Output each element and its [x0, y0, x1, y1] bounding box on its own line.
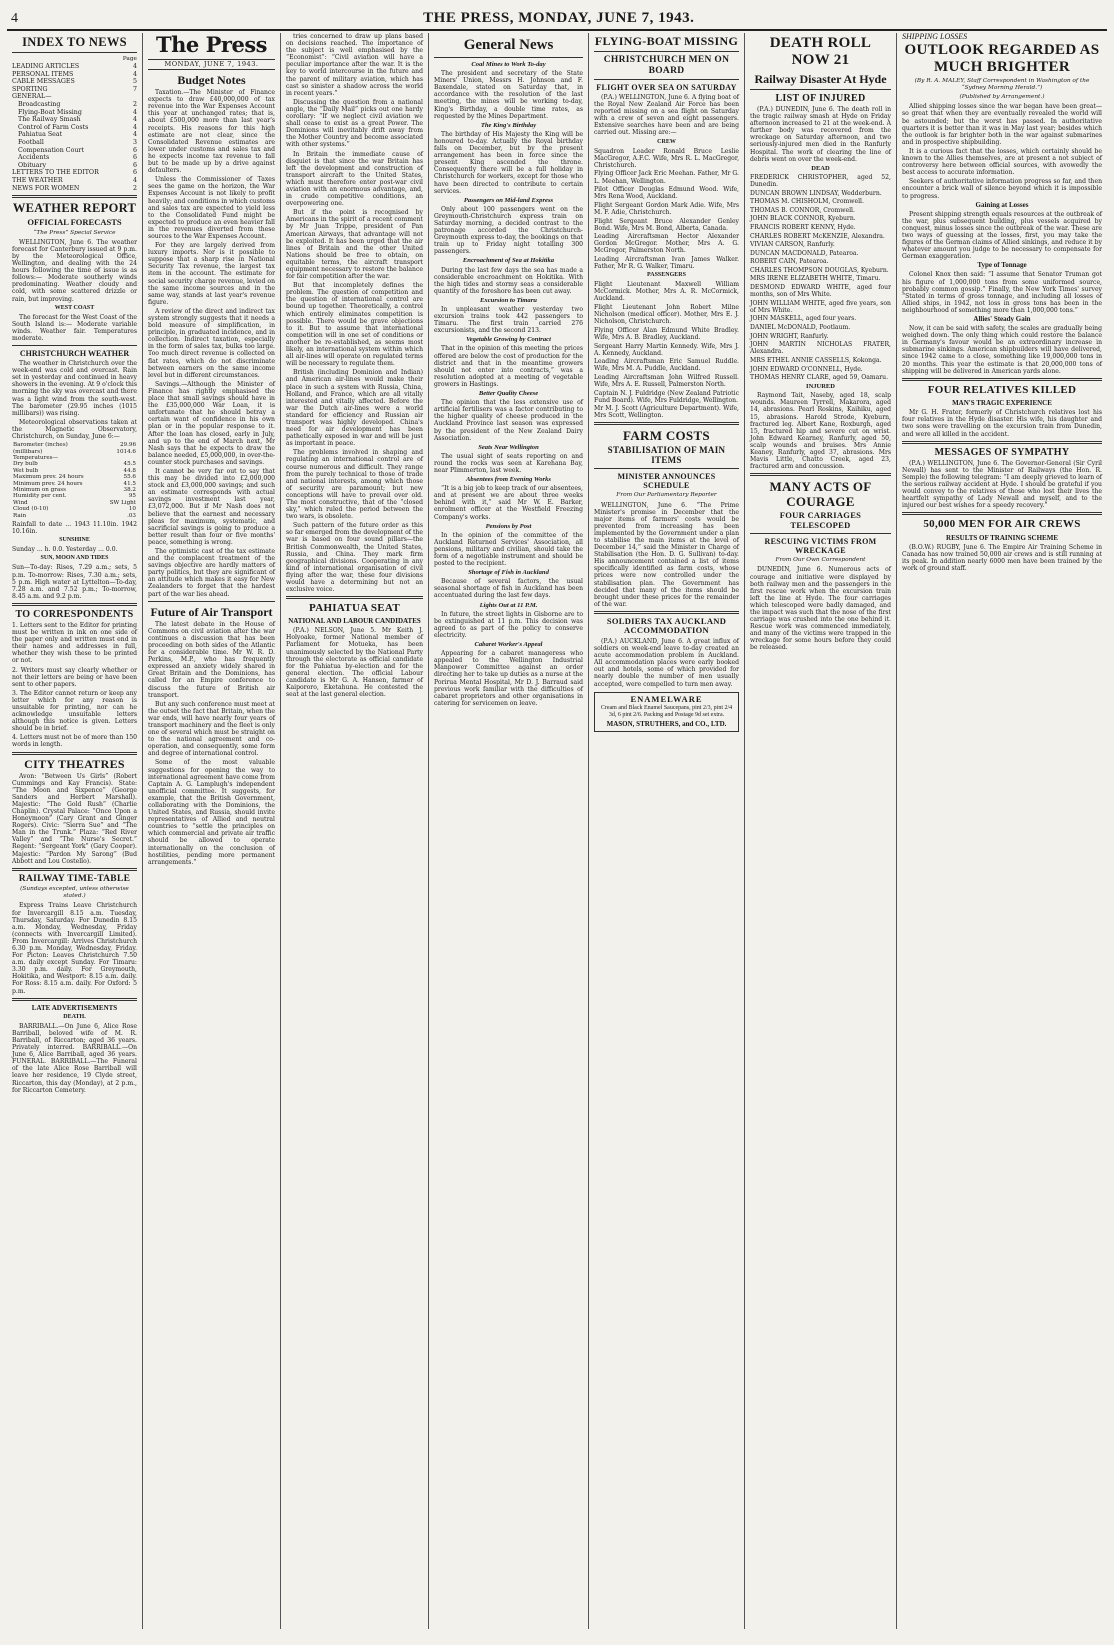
column-index-weather: [7, 33, 143, 1629]
deceased-entry: MRS IRENE ELIZABETH WHITE, Timaru.: [750, 275, 881, 283]
courage-sub: FOUR CARRIAGES TELESCOPED: [779, 510, 862, 530]
index-label: Compensation Court: [18, 146, 84, 154]
tonnage-title: Type of Tonnage: [977, 261, 1027, 270]
paper-name: The Press: [156, 33, 267, 57]
divider: [594, 611, 739, 614]
budget-paragraph: A review of the direct and indirect tax system strongly suggests that it needs a bold measure of simplification, in principle, in graduated incidence, and in collection. Indirect taxation, especially in the form of sales tax, bulks too large. Too much direct revenue is collected on flat rates, which do not discriminate between earners on the same income level but in different circumstances.: [148, 307, 275, 379]
deceased-entry: VIVIAN CARSON, Ranfurly.: [750, 241, 835, 249]
shipping-article: [902, 103, 1102, 199]
index-title: INDEX TO NEWS: [22, 35, 127, 49]
observation-value: 10: [128, 506, 136, 513]
air-transport-paragraph: British (including Dominion and Indian) and American air-lines would make their place in such a system with Russia, China, Holland, and France, which are all vitally interested and vitally affected. Before the war the Dutch air-lines were a world standard for efficiency and Russian air transport was highly developed. China's need for air development has been pathetically exposed in war and will be just as important in peace.: [286, 369, 423, 448]
flying-boat-head: FLIGHT OVER SEA ON SATURDAY: [596, 83, 737, 92]
crew-member: Squadron Leader Ronald Bruce Leslie MacGregor, A.F.C. Wife, Mrs R. L. MacGregor, Christchurch.: [594, 147, 739, 169]
theatres-title: CITY THEATRES: [24, 756, 125, 771]
index-label: Control of Farm Costs: [18, 123, 89, 131]
index-row: [12, 93, 137, 101]
index-label: PERSONAL ITEMS: [12, 70, 74, 78]
deceased-entry: DUNCAN BROWN LINDSAY, Wedderburn.: [750, 189, 882, 197]
index-label: Broadcasting: [18, 101, 61, 109]
column-flying-boat: [589, 33, 745, 1629]
west-coast-title: WEST COAST: [54, 304, 95, 311]
railway-title: RAILWAY TIME-TABLE: [18, 873, 131, 884]
editorial-date: MONDAY, JUNE 7, 1943.: [148, 59, 275, 70]
newspaper-page: [7, 7, 1107, 1631]
air-crews-text: (B.O.W.) RUGBY, June 6. The Empire Air Training Scheme in Canada has now trained 50,000 air crews and is still running at its peak. In addition nearly 6000 men have been trained by the work of ground staff.: [902, 543, 1102, 573]
index-page: 4: [132, 177, 137, 184]
late-ads-sub: DEATH.: [63, 1013, 86, 1020]
deceased-entry: JOHN MASKELL, aged four years.: [750, 315, 857, 323]
divider: [434, 57, 583, 58]
news-item-text: In the opinion of the committee of the Auckland Returned Services' Association, all pensions, military and civilian, should take the form of a negotiable instrument and should be posted to the recipient.: [434, 531, 583, 568]
news-item-heading: Passengers on Mid-land Express: [463, 196, 554, 204]
divider: [12, 345, 137, 346]
correspondent-rule: 4. Letters must not be of more than 150 words in length.: [12, 734, 137, 749]
farm-costs-sub: STABILISATION OF MAIN ITEMS: [607, 445, 726, 466]
observations-table: [12, 442, 137, 519]
deceased-entry: THOMAS M. CHISHOLM, Cromwell.: [750, 198, 864, 206]
masthead-title: THE PRESS, MONDAY, JUNE 7, 1943.: [423, 10, 695, 26]
budget-paragraph: The optimistic cast of the tax estimate and the complacent treatment of the savings objective are hardly matters of party politics, but they are significant of an attitude which makes it easy for New Zealanders to forget that the hardest part of the war lies ahead.: [148, 548, 275, 598]
news-item-text: The president and secretary of the State Miners' Union, Messrs H. Johnson and F. Baxendale, stated on Saturday that, in accordance with the resolution of the last meeting, the mines will be working to-day, King's Birthday, a double time rates, as requested by the Mines Department.: [434, 70, 583, 120]
air-transport-title: Future of Air Transport: [150, 604, 273, 619]
farm-costs-title: FARM COSTS: [623, 428, 710, 444]
air-transport-paragraph: The problems involved in shaping and regulating an international control are of course numerous and difficult. They range from the purely technical to those of trade and national interests, among which those of security are paramount; but new conceptions will have to prevail over old. The most constructive, that of the “closed sky,” which ruled the period between the two wars, is obsolete.: [286, 449, 423, 521]
air-transport-paragraph: In Britain the immediate cause of disquiet is that since the war Britain has left the development and construction of transport aircraft to the United States, which must therefore enter post-war civil aviation with an enormous advantage, and, in crude competitive conditions, an overpowering one.: [286, 150, 423, 208]
index-label: Accidents: [18, 154, 50, 162]
news-item-heading: Better Quality Cheese: [478, 390, 539, 398]
index-label: SPORTING: [12, 85, 48, 93]
allies-text: Now, it can be said with safety, the scales are gradually being weighed down. The only thing which could restore the balance in Germany's favour would be an extraordinary increase in submarine sinkings. American shipbuilders will have delivered, since 1942 came to a close, something like 19,000,000 tons in 20 months. This year the estimate is that 20,000,000 tons of shipping will be delivered in American yards alone.: [902, 325, 1102, 375]
observations-text: Meteorological observations taken at the Magnetic Observatory, Christchurch, on Sunday, June 6:—: [12, 418, 137, 441]
column-shipping-losses: [897, 33, 1107, 1629]
news-item-text: “It is a big job to keep track of our absentees, and at present we are about three weeks behind with it,” said Mr W. E. Barker, enrolment officer at the Westfield Freezing Company's works.: [434, 485, 583, 521]
news-item-heading: Vegetable Growing by Contract: [466, 336, 551, 344]
news-item-text: Only about 100 passengers went on the Greymouth-Christchurch express train on Saturday morning, a decided contrast to the patronage accorded the Christchurch-Greymouth express to-day, the bookings on that train up to Friday night totalling 300 passengers.: [434, 205, 583, 256]
index-row: [12, 147, 137, 155]
gaining-title: Gaining at Losses: [975, 200, 1029, 209]
index-page: 4: [132, 108, 137, 116]
index-page: 4: [132, 63, 137, 71]
air-transport-continued: [286, 33, 423, 593]
news-item-text: Because of several factors, the usual seasonal shortage of fish in Auckland has been accentuated during the last few days.: [434, 578, 583, 600]
pahiatua-sub: NATIONAL AND LABOUR CANDIDATES: [288, 617, 421, 626]
pahiatua-title: PAHIATUA SEAT: [309, 602, 400, 615]
divider: [750, 533, 891, 534]
observation-value: 44.8: [123, 467, 136, 474]
tonnage-text: Colonel Knox then said: “I assume that Senator Truman got his figure of 1,000,000 tons from some uniformed source, probably common gossip.” Finally, the New York Times' survey “Stated in terms of gross tonnage, and including all losses of Allied ships, in 1942, not loss in gross tons has been in the neighbourhood of something more than 1,000,000 tons.”: [902, 271, 1102, 314]
divider: [902, 378, 1102, 381]
deceased-entry: FREDERICK CHRISTOPHER, aged 52, Dunedin.: [750, 173, 891, 188]
observation-value: 29.96: [119, 442, 136, 449]
air-crews-title: 50,000 MEN FOR AIR CREWS: [923, 518, 1081, 531]
correspondent-rule: 1. Letters sent to the Editor for printing must be written in ink on one side of the paper only and written must end in their names and addresses in full, whether they wish these to be printed or not.: [12, 621, 137, 665]
correspondents-title: TO CORRESPONDENTS: [15, 608, 134, 620]
passenger: Captain N. J. Fuldridge (New Zealand Patriotic Fund Board). Wife, Mrs Fuldridge, Wellington.: [594, 389, 739, 404]
index-row: [12, 63, 137, 71]
forecast-text: WELLINGTON, June 6. The weather forecast for Canterbury issued at 9 p.m. by the Meteorological Office, Wellington, and dealing with the 24 hours following the time of issue is as follows:— Moderate southerly winds predominating. Weather cloudy and cold, with some scattered drizzle or rain, but improving.: [12, 238, 137, 303]
index-label: Pahiatua Seat: [18, 131, 63, 139]
divider: [750, 89, 891, 90]
death-roll-intro: (P.A.) DUNEDIN, June 6. The death roll in the tragic railway smash at Hyde on Friday afternoon increased to 21 at the week-end. A further body was recovered from the wreckage on Saturday afternoon, and two seriously-injured men died in the Ranfurly Hospital. The work of clearing the line of debris went on over the week-end.: [750, 106, 891, 163]
sunshine-text: Sunday ... h. 0.0. Yesterday ... 0.0.: [12, 546, 118, 554]
divider: [12, 998, 137, 1001]
shipping-paragraph: Allied shipping losses since the war began have been great—so great that when they are eventually revealed the world will be astounded; but the worst has passed. In authoritative quarters it is better than it was in May last year; besides which the outlook is far brighter both in the war against submarines and in prospective shipbuilding.: [902, 103, 1102, 146]
air-transport-paragraph: But if the point is recognised by Americans in the spirit of a recent comment by Mr Juan Trippe, president of Pan American Airways, that advantage will not be exploited. It has been urged that the air lines of Britain and the other United Nations should be free to obtain, on equitable terms, the aircraft transport equipment necessary to restore the balance for fair competition after the war.: [286, 209, 423, 281]
index-page: 6: [132, 146, 137, 154]
index-page: 3: [132, 139, 137, 147]
sunshine-title: SUNSHINE: [59, 537, 90, 544]
index-label: Flying-Boat Missing: [18, 108, 82, 116]
column-general-news: [429, 33, 589, 1629]
index-row: [12, 154, 137, 162]
index-label: CABLE MESSAGES: [12, 78, 75, 86]
weather-title: WEATHER REPORT: [12, 201, 137, 216]
injured-list-head: LIST OF INJURED: [775, 93, 866, 104]
observation-value: 45.5: [123, 461, 136, 468]
pahiatua-text: (P.A.) NELSON, June 5. Mr Keith J. Holyoake, former National member of Parliament for Motueka, has been unanimously selected by the National Party through the electorate as official candidate for the Pahiatua by-election and for the general election. The official Labour candidate is Mr G. A. Hansen, farmer of Kaipororo, Eketahuna. He contested the seat at the last general election.: [286, 627, 423, 699]
crew-list: [594, 148, 739, 271]
passenger: Flight Lieutenant Maxwell William McCormick. Mother, Mrs A. R. McCormick, Auckland.: [594, 281, 739, 303]
index-label: Football: [18, 139, 44, 147]
news-item-heading: Pensions by Post: [485, 522, 532, 530]
soldiers-text: (P.A.) AUCKLAND, June 6. A great influx of soldiers on week-end leave to-day created an acute accommodation problem in Auckland. All accommodation places were early booked out and hotels, some of which provided for nearly double the number of men usually accepted, were compelled to turn men away.: [594, 637, 739, 688]
index-row: [12, 169, 137, 177]
shipping-kicker: SHIPPING LOSSES: [902, 33, 968, 41]
passenger: Sergeant Harry Martin Kennedy. Wife, Mrs J. A. Kennedy, Auckland.: [594, 342, 739, 357]
observation-label: Dry bulb: [13, 461, 38, 468]
forecast-byline: “The Press” Special Service: [33, 229, 116, 236]
death-roll-sub: Railway Disaster At Hyde: [754, 72, 887, 86]
shipping-byline: (By R. A. MALEY, Staff Correspondent in Washington of the “Sydney Morning Herald.”): [914, 78, 1090, 92]
passengers-list: [594, 281, 739, 419]
air-transport-paragraph: Some of the most valuable suggestions for opening the way to international agreement have come from Captain A. G. Lamplugh's independent unofficial committee. It suggests, for example, that the British Government, collaborating with the Dominions, the United States, and Russia, should invite representatives of Allied and neutral countries to “settle the principles on which commercial and private air traffic should be allowed to operate internationally on the conclusion of hostilities, pending more permanent arrangements.”: [148, 759, 275, 866]
observation-label: Wet bulb: [13, 467, 39, 474]
correspondent-rule: 3. The Editor cannot return or keep any letter which for any reason is unsuitable for printing, nor can he acknowledge unsuitable letters although this notice is given. Letters should be in brief.: [12, 689, 137, 733]
observation-value: SW Light: [109, 499, 136, 506]
divider: [12, 195, 137, 198]
deceased-entry: DUNCAN MACDONALD, Patearoa.: [750, 249, 859, 257]
index-page: 4: [132, 131, 137, 139]
column-editorial-continued: [281, 33, 429, 1629]
index-row: [12, 78, 137, 86]
chch-weather-title: CHRISTCHURCH WEATHER: [19, 349, 130, 359]
courage-byline: From Our Own Correspondent: [775, 557, 866, 564]
passenger: Leading Aircraftsman John Wilfred Russell. Wife, Mrs A. E. Russell, Palmerston North.: [594, 373, 739, 388]
four-relatives-sub: MAN'S TRAGIC EXPERIENCE: [952, 399, 1052, 408]
deceased-entry: ROBERT CAIN, Patearoa.: [750, 258, 829, 266]
budget-title: Budget Notes: [177, 73, 246, 88]
death-roll-title: DEATH ROLL NOW 21: [769, 35, 872, 68]
dead-list: [750, 174, 891, 381]
divider: [594, 468, 739, 469]
index-page: 6: [132, 169, 137, 177]
late-ads-text: BARRIBALL.—On June 6, Alice Rose Barriball, beloved wife of M. R. Barriball, of Riccarton; aged 36 years. Privately interred. BARRIBALL.—On June 6, Alice Barriball, aged 36 years. FUNERAL. BARRIBALL.—The Funeral of the late Alice Rose Barriball will leave her residence, 19 Clyde street, Riccarton, this day (Monday), at 2 p.m., for Riccarton Cemetery.: [12, 1022, 137, 1094]
sun-moon-text: Sun—To-day: Rises, 7.29 a.m.; sets, 5 p.m. To-morrow: Rises, 7.30 a.m.; sets, 5 p.m. High water at Lyttelton—To-day, 7.28 a.m. and 7.52 p.m.; To-morrow, 8.45 a.m. and 9.2 p.m.: [12, 564, 137, 600]
news-item-heading: Coal Mines to Work To-day: [471, 61, 546, 68]
budget-paragraph: It cannot be very far out to say that this may be divided into £2,000,000 stock and £3,000,000 savings; and such an estimate corresponds with actual savings investment last year, £3,072,000. But if Mr Nash does not believe that the earnest and necessary pleas for maximum, systematic, and sacrificial savings is going to produce a better result than four or five months' peace, something is wrong.: [148, 467, 275, 546]
allies-title: Allies' Steady Gain: [973, 315, 1031, 323]
index-label: Obituary: [18, 161, 47, 169]
passengers-title: PASSENGERS: [647, 272, 686, 279]
observation-value: .03: [127, 512, 136, 519]
index-row: [12, 131, 137, 139]
farm-costs-text: WELLINGTON, June 6. “The Prime Minister's promise in December that the major items of farmers' costs would be prevented from increasing has been implemented by the Government under a plan to stabilise the main items at the level of December 14,” said the Minister in Charge of Stabilisation (the Hon. D. G. Sullivan) to-day. His announcement contained a list of items specifically identified as farm costs, whose prices were now controlled under the stabilisation plan. The Government has decided that many of the items should be brought under these prices for the remainder of the war.: [594, 501, 739, 608]
air-crews-sub: RESULTS OF TRAINING SCHEME: [946, 533, 1058, 542]
index-page: 4: [132, 123, 137, 131]
index-row: [12, 139, 137, 147]
sun-moon-title: SUN, MOON AND TIDES: [40, 555, 109, 562]
divider: [594, 51, 739, 52]
four-relatives-title: FOUR RELATIVES KILLED: [927, 383, 1077, 396]
news-item-heading: Seats Near Wellington: [478, 443, 539, 451]
observation-value: 95: [128, 493, 136, 500]
farm-costs-head: MINISTER ANNOUNCES SCHEDULE: [617, 472, 716, 491]
news-item-text: The birthday of His Majesty the King will be honoured to-day. Actually the Royal birthday falls on December, but by the present arrangement has been in force since the present King ascended the throne. Consequently there will be a full holiday in Christchurch for workers, except for those who have been directed to contribute to certain services.: [434, 130, 583, 195]
soldiers-title: SOLDIERS TAX AUCKLAND ACCOMMODATION: [606, 615, 727, 636]
deceased-entry: JOHN MARTIN NICHOLAS FRATER, Alexandra.: [750, 341, 891, 356]
sympathy-title: MESSAGES OF SYMPATHY: [934, 446, 1070, 458]
news-item-heading: Shortage of Fish in Auckland: [468, 569, 549, 577]
four-relatives-text: Mr G. H. Frater, formerly of Christchurch relatives lost his four relatives in the Hyde disaster. His wife, his daughter and two sons were travelling on the excursion train from Dunedin, and were all killed in the accident.: [902, 409, 1102, 438]
chch-weather-text: The weather in Christchurch over the week-end was cold and overcast. Rain set in yesterday and continued in heavy showers in the evening. At 9 o'clock this morning the sky was overcast and there was a light wind from the south-west. The barometer (29.95 inches (1015 millibars)) was rising.: [12, 360, 137, 417]
news-item-text: The opinion that the less extensive use of artificial fertilisers was a factor contributing to the higher quality of cheese produced in the Auckland Province last season was expressed by the president of the New Zealand Dairy Association.: [434, 399, 583, 442]
crew-member: Flying Officer Jack Eric Meehan. Father, Mr G. L. Meehan, Wellington.: [594, 170, 739, 185]
rainfall-text: Rainfall to date ... 1943 11.10in. 1942 10.16in.: [12, 521, 137, 536]
column-railway-disaster: [745, 33, 897, 1629]
deceased-entry: JOHN WILLIAM WHITE, aged five years, son of Mrs White.: [750, 299, 891, 314]
flying-boat-title: FLYING-BOAT MISSING: [594, 34, 739, 48]
observation-label: Temperatures—: [13, 454, 59, 461]
crew-member: Flight Sergeant Bruce Alexander Genley Bond. Wife, Mrs M. Bond, Alberta, Canada.: [594, 217, 739, 232]
budget-paragraph: Savings.—Although the Minister of Finance has rightly emphasised the place that small savings should have in the £35,000,000 War Loan, it is unfortunate that he should betray a certain want of confidence in his own plan or in the popular response to it. After the loan has closed, early in July, and up to the end of March next, Mr Nash says that he expects to draw the balance needed, £5,000,000, in over-the-counter stock purchases and savings.: [148, 380, 275, 466]
news-item-heading: The King's Birthday: [480, 121, 537, 129]
deceased-entry: JOHN WRIGHT, Ranfurly.: [750, 332, 829, 340]
advert-word: ENAMELWARE: [630, 693, 703, 704]
index-page: 4: [132, 70, 137, 78]
forecast-title: OFFICIAL FORECASTS: [27, 217, 122, 228]
general-news-list: [434, 61, 583, 707]
shipping-title: OUTLOOK REGARDED AS MUCH BRIGHTER: [904, 42, 1100, 76]
divider: [12, 752, 137, 755]
crew-member: Flight Sergeant Gordon Mark Adie. Wife, Mrs M. F. Adie, Christchurch.: [594, 201, 739, 216]
crew-member: Leading Aircraftsman Hector Alexander Gordon McGregor. Mother, Mrs A. G. McGregor, Palmerston North.: [594, 233, 739, 255]
index-page: 7: [132, 85, 137, 93]
index-row: [12, 101, 137, 109]
index-row: [12, 109, 137, 117]
deceased-entry: DESMOND EDWARD WHITE, aged four months, son of Mrs White.: [750, 284, 891, 299]
air-transport-paragraph: Discussing the question from a national angle, the “Daily Mail” picks out one hardy corollary: “If we neglect civil aviation we shall cease to exist as a great Power. The Dominions will inevitably drift away from the Mother Country and become associated with other systems.”: [286, 98, 423, 149]
deceased-entry: CHARLES ROBERT McKENZIE, Alexandra.: [750, 232, 885, 240]
divider: [902, 512, 1102, 515]
deceased-entry: JOHN EDWARD O'CONNELL, Hyde.: [750, 365, 863, 373]
crew-member: Leading Aircraftsman Ivan James Walker. Father, Mr R. G. Walker, Timaru.: [594, 255, 739, 271]
news-item-text: During the last few days the sea has made a considerable encroachment on Hokitika. With the high tides and stormy seas a considerable quantity of the foreshore has been cut away.: [434, 266, 583, 295]
railway-sub: (Sundays excepted, unless otherwise stated.): [20, 886, 129, 900]
index-page: 4: [132, 116, 137, 124]
index-label: LEADING ARTICLES: [12, 63, 80, 71]
divider: [12, 868, 137, 871]
observation-label: (millibars): [13, 448, 43, 455]
divider: [286, 596, 423, 599]
index-page: 6: [132, 161, 137, 169]
budget-paragraph: Taxation.—The Minister of Finance expects to draw £40,000,000 of tax revenue into the War Expenses Account this year at unchanged rates; that is, about £500,000 more than last year's receipts. His reasons for this high estimate are not clear, since the Consolidated Revenue estimates are lower under customs and sales tax and he expects income tax revenue to fall but to be made up by a drive against defaulters.: [148, 89, 275, 175]
observation-value: 55.6: [123, 474, 136, 481]
shipping-byline-2: (Published by Arrangement.): [959, 94, 1045, 101]
sympathy-text: (P.A.) WELLINGTON, June 6. The Governor-General (Sir Cyril Newall) has sent to the Minister of Railways (the Hon. R. Semple) the following telegram: “I am deeply grieved to learn of the serious railway accident at Hyde. I should be grateful if you would convey to the relatives of those who lost their lives the heartfelt sympathy of Lady Newall and myself, and to the injured our best wishes for a speedy recovery.”: [902, 459, 1102, 510]
passenger: Leading Aircraftsman Eric Samuel Ruddle. Wife, Mrs M. A. Puddle, Auckland.: [594, 358, 739, 373]
divider: [750, 473, 891, 476]
crew-member: Pilot Officer Douglas Edmund Wood. Wife, Mrs Rena Wood, Auckland.: [594, 186, 739, 201]
deceased-entry: CHARLES THOMPSON DOUGLAS, Kyeburn.: [750, 266, 889, 274]
index-row: [12, 162, 137, 170]
air-transport-paragraph: But any such conference must meet at the outset the fact that Britain, when the war ends, will have nearly four years of transport machinery and the fleet is only one of several which must be straight on to the national agreement and co-operation, and consequently, some form and degree of international control.: [148, 700, 275, 758]
air-transport-paragraph: The latest debate in the House of Commons on civil aviation after the war continues a discussion that has been proceeding on both sides of the Atlantic for a considerable time. Mr W. R. D. Perkins, M.P., who has frequently expressed an anxiety widely shared in Great Britain and the Dominions, has called for an Empire conference to discuss the future of British air transport.: [148, 620, 275, 699]
page-number-right: [1100, 11, 1104, 27]
deceased-entry: MRS ETHEL ANNIE CASSELLS, Kokonga.: [750, 356, 882, 364]
news-item-heading: Lights Out at 11 P.M.: [479, 601, 538, 609]
index-page-label: Page: [122, 56, 137, 62]
passenger: Mr M. J. Scott (Agriculture Department). Wife, Mrs Scott, Wellington.: [594, 405, 739, 420]
news-item-text: That in the opinion of this meeting the prices offered are below the cost of production for the district and that in the meantime growers should not enter into contracts,” was a resolution adopted at a meeting of vegetable growers in Hastings.: [434, 345, 583, 388]
index-label: LETTERS TO THE EDITOR: [12, 169, 99, 177]
deceased-entry: DANIEL McDONALD, Pootlaum.: [750, 324, 851, 332]
injured-title: INJURED: [806, 383, 835, 391]
divider: [902, 441, 1102, 444]
index-label: THE WEATHER: [12, 177, 63, 184]
index-row: [12, 185, 137, 193]
page-number: 4: [11, 11, 18, 26]
observation-label: Minimum on grass: [13, 486, 66, 493]
observation-value: 41.5: [123, 480, 136, 487]
flying-boat-intro: (P.A.) WELLINGTON, June 6. A flying boat of the Royal New Zealand Air Force has been reported missing on a sea flight on Saturday with a crew of seven and eight passengers. Extensive searches have been and are being carried out. Missing are:—: [594, 94, 739, 137]
news-item-heading: Excursion to Timaru: [480, 296, 537, 304]
divider: [12, 52, 137, 53]
observation-label: Barometer (inches): [13, 442, 68, 449]
crew-title: CREW: [657, 138, 676, 145]
air-transport-paragraph: Such pattern of the future order as this so far emerged from the development of the war is based on four sound pillars—the British Commonwealth, the United States, Russia, and China. They mark firm geographical divisions. Cooperating in any kind of international organisation of civil flying after the war, these four divisions would have a determining but not an exclusive voice.: [286, 522, 423, 594]
west-coast-text: The forecast for the West Coast of the South Island is:— Moderate variable winds. Weather fair. Temperatures moderate.: [12, 313, 137, 342]
dead-title: DEAD: [811, 164, 830, 172]
index-list: [12, 63, 137, 192]
gaining-text: Present shipping strength equals resources at the outbreak of the war, plus subsequent building, plus vessels acquired by conquest, minus losses since the outbreak of the war. These are two ways of guessing at the losses, first, you may take the figures of the German claims of Allied sinkings, and reduce it by whatever amount you judge to be necessary to compensate for German exaggeration.: [902, 210, 1102, 261]
deceased-entry: THOMAS HENRY CLARE, aged 59, Oamaru.: [750, 374, 889, 382]
advert-text: Cream and Black Enamel Saucepans, pint 2/3, pint 2/4 3d, 6 pint 2/6. Packing and Postage 9d set extra.: [600, 704, 733, 718]
observation-value: 38.2: [123, 486, 136, 493]
budget-article: [148, 89, 275, 598]
railway-text: Express Trains Leave Christchurch for Invercargill 8.15 a.m. Tuesday, Thursday, Saturday. For Dunedin 8.15 a.m. Monday, Wednesday, Friday (connects with Invercargill Limited). From Invercargill: Arrives Christchurch 6.30 p.m. Monday, Wednesday, Friday. For Picton: Leaves Christchurch 7.50 a.m. daily except Sunday. For Timaru: 3.30 p.m. daily. For Greymouth, Hokitika, and Westport: 8.15 a.m. daily. For Ross: 8.15 a.m. daily. For Oxford: 5 p.m.: [12, 902, 137, 995]
news-item-text: Appearing for a cabaret manageress who appealed to the Wellington Industrial Manpower Committee against an order directing her to take up duties as a nurse at the Porirua Mental Hospital, Mr D. J. Barraud said previous work familiar with the difficulties of cabaret proprietors and other organisations in catering for servicemen on leave.: [434, 650, 583, 707]
news-item-text: In future, the street lights in Gisborne are to be extinguished at 11 p.m. This decision was agreed to as part of the policy to conserve electricity.: [434, 610, 583, 639]
news-item-heading: Cabaret Worker's Appeal: [474, 641, 543, 649]
index-row: [12, 71, 137, 79]
observation-label: Minimum prev. 24 hours: [13, 480, 83, 487]
index-row: [12, 86, 137, 94]
budget-paragraph: For they are largely derived from luxury imports. Nor is it possible to suppose that a sharp rise in National Security Tax revenue, the largest tax item in the account. The estimate for social security charge revenue, levied on the same income sources and in the same way, stands at last year's revenue figure.: [148, 242, 275, 306]
observation-label: Rain: [13, 512, 27, 519]
enamelware-advert: [594, 692, 739, 732]
farm-costs-byline: From Our Parliamentary Reporter: [616, 492, 717, 499]
index-page: 5: [132, 78, 137, 86]
index-page: 6: [132, 154, 137, 162]
news-item-text: In unpleasant weather yesterday two excursion trains took 442 passengers to Timaru. The first train carried 276 excursionists, and the second 213.: [434, 306, 583, 335]
index-row: [12, 177, 137, 185]
deceased-entry: FRANCIS ROBERT KENNY, Hyde.: [750, 223, 856, 231]
news-item-heading: Absentees from Evening Works: [466, 476, 551, 484]
shipping-paragraph: It is a curious fact that the losses, which certainly should be known to the Allies themselves, are at present a not subject of controversy here between official sources, with avowedly the best access to accurate information.: [902, 147, 1102, 177]
index-page: 2: [132, 184, 137, 192]
observation-label: Maximum prev. 24 hours: [13, 474, 84, 481]
late-ads-title: LATE ADVERTISEMENTS: [31, 1003, 118, 1012]
advert-firm: MASON, STRUTHERS, and CO., LTD.: [606, 719, 727, 728]
air-transport-article: [148, 621, 275, 866]
shipping-paragraph: Seekers of authoritative information progress so far, and then encounter a brick wall of silence beyond which it is impossible to progress.: [902, 178, 1102, 200]
index-label: GENERAL—: [12, 93, 52, 101]
divider: [594, 79, 739, 80]
index-label: The Railway Smash: [18, 116, 81, 124]
flying-boat-sub: CHRISTCHURCH MEN ON BOARD: [603, 55, 730, 76]
correspondents-list: [12, 622, 137, 749]
divider: [148, 601, 275, 602]
index-row: [12, 124, 137, 132]
news-item-text: The usual sight of seats reporting on and round the rocks was seen at Karehana Bay, near Plimmerton, last week.: [434, 452, 583, 474]
deceased-entry: THOMAS B. CONNOR, Cromwell.: [750, 206, 855, 214]
deceased-entry: JOHN BLACK CONNOR, Kyeburn.: [750, 215, 856, 223]
air-transport-paragraph: But that incompletely defines the problem. The question of competition and the question of international control are bound up together. Theoretically, a control which entirely eliminates competition is possible. There would be grave objections to it. But to assume that international competition will in one set of conditions or another be re-established, as seems most likely, an international system within which all air-lines will operate on regulated terms will be necessary to regulate them.: [286, 282, 423, 368]
correspondent-rule: 2. Writers must say clearly whether or not their letters are being or have been sent to other papers.: [12, 666, 137, 688]
courage-title: MANY ACTS OF COURAGE: [769, 479, 872, 510]
observation-row: [12, 513, 137, 519]
index-row: [12, 116, 137, 124]
news-item-heading: Encroachment of Sea at Hokitika: [462, 257, 555, 265]
index-label: NEWS FOR WOMEN: [12, 184, 80, 192]
general-news-title: General News: [463, 37, 554, 53]
observation-label: Wind: [13, 499, 28, 506]
column-editorial: [143, 33, 281, 1629]
observation-label: Humidity per cent.: [13, 493, 67, 500]
courage-head: RESCUING VICTIMS FROM WRECKAGE: [764, 537, 877, 556]
theatres-text: Avon: “Between Us Girls” (Robert Cummings and Kay Francis). State: “The Moon and Sixpence” (George Sanders and Herbert Marshall). Majestic: “The Gold Rush” (Charlie Chaplin). Crystal Palace: “Once Upon a Honeymoon” (Cary Grant and Ginger Rogers). Civic: “Sierra Sue” and “The Man in the Trunk.” Plaza: “Red River Valley” and “The Nurse's Secret.” Regent: “Sergeant York” (Gary Cooper). Majestic: “Pardon My Sarong” (Bud Abbott and Lou Costello).: [12, 772, 137, 865]
injured-text: Raymond Tait, Naseby, aged 18, scalp wounds. Maureen Tyrrell, Makarora, aged 14, abrasions. Pearl Roskins, Kaihiku, aged 15, abrasions. Harold Strode, Kyeburn, fractured leg. Albert Kane, Roxburgh, aged 15, fractured hip and severe cut on wrist. John Edward Kearney, Ranfurly, aged 50, scalp wounds and bruises. Mrs Annie Keaney, Ranfurly, aged 37, abrasions. Mrs Mavis Little, Chatto Creek, aged 23, fractured arm and concussion.: [750, 392, 891, 471]
page-masthead: [7, 7, 1107, 31]
air-transport-paragraph: tries concerned to draw up plans based on decisions reached. The importance of the subject is well emphasised by the “Economist”: “Civil aviation will have a peculiar importance after the war. It is the key to world intercourse in the future and the parent of military aviation, which has cast so sinister a shadow across the world in recent years.”: [286, 33, 423, 97]
courage-text: DUNEDIN, June 6. Numerous acts of courage and initiative were displayed by both railway men and the passengers in the first rescue work when the excursion train left the line at Hyde. The four carriages which telescoped were badly damaged, and the impact was such that the nose of the first carriage was crushed into the one behind it. Rescue work was commenced immediately, and many of the victims were trapped in the wreckage for some hours before they could be released.: [750, 566, 891, 652]
budget-paragraph: Unless the Commissioner of Taxes sees the game on the horizon, the War Expenses Account is not likely to profit heavily; and conditions in which customs and sales tax are expected to yield less to the Consolidated Fund might be expected to produce an even heavier fall in the revenues diverted from these sources to the War Expenses Account.: [148, 176, 275, 240]
passenger: Flying Officer Alan Edmund White Bradley. Wife, Mrs A. B. Bradley, Auckland.: [594, 326, 739, 341]
observation-value: 1014.6: [116, 448, 136, 455]
divider: [594, 422, 739, 425]
observation-label: Cloud (0-10): [13, 506, 49, 513]
divider: [12, 603, 137, 606]
index-page: 2: [132, 101, 137, 109]
passenger: Flight Lieutenant John Robert Milne Nicholson (medical officer). Mother, Mrs E. J. Nicholson, Christchurch.: [594, 304, 739, 326]
